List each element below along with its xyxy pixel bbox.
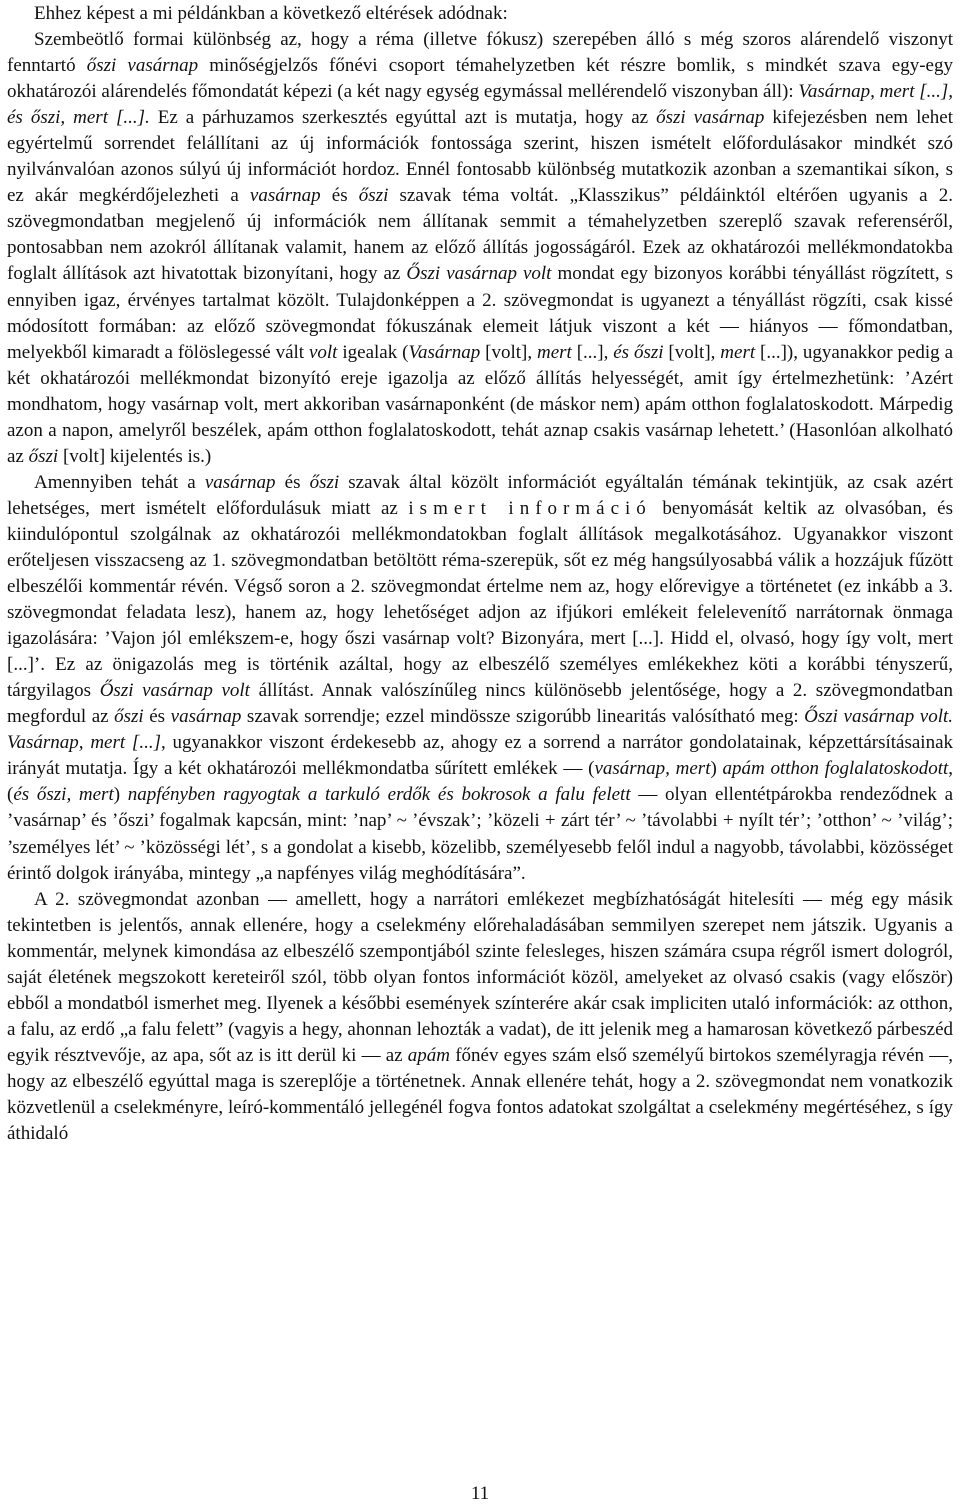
text-run: ) [710,758,723,780]
text-run: Ehhez képest a mi példánkban a következő eltérések adódnak: [34,3,508,24]
text-run: igealak ( [337,341,409,363]
text-run: és [275,471,310,493]
italic-text-run: Vasárnap, mert [...], és őszi, mert [...]. [7,81,954,129]
text-run: , ugyanakkor viszont érdekesebb az, ahogy ez a sorrend a narrátor gondolatainak, képzettársításainak irányát mutatja. Így a két okhatározói mellékmondatba sűrített emlékek — ( [7,732,953,780]
text-run: szavak sorrendje; ezzel mindössze szigorúbb linearitás valósítható meg: [241,706,805,728]
italic-text-run: őszi [114,706,144,728]
italic-text-run: őszi [28,445,59,467]
italic-text-run: őszi vasárnap [86,55,199,77]
text-run: Szembeötlő formai különbség az, hogy a réma (illetve fókusz) szerepében álló s még szoros alárendelő viszonyt fenntartó [7,29,953,77]
text-run: A 2. szövegmondat azonban — amellett, hogy a narrátori emlékezet megbízhatóságát hitelesíti — még egy másik tekintetben is jelentős, annak ellenére, hogy a cselekmény előrehaladásában semmilyen szerepet nem játszik. Ugyanis a kommentár, melynek kimondása az elbeszélő szempontjából szinte felesleges, hiszen számára csupa régről ismert dologról, saját életének megszokott kereteiről szól, több olyan fontos információt közöl, amelyeket az olvasó csakis (vagy először) ebből a mondatból ismerhet meg. Ilyenek a későbbi események színterére akár csak impliciten utaló információk: az otthon, a falu, az erdő „a falu felett” (vagyis a hegy, ahonnan lehozták a vadat), de itt jelenik meg a hamarosan következő párbeszéd egyik résztvevője, az apa, sőt az is itt derül ki — az [7,888,953,1066]
text-run: állítást. Annak valószínűleg nincs különösebb jelentősége, hogy a 2. szövegmondatban megfordul az [7,680,953,728]
italic-text-run: apám otthon foglalatoskodott [722,758,949,780]
italic-text-run: apám [407,1044,451,1066]
text-run: , ( [7,758,954,806]
italic-text-run: őszi vasárnap [656,107,765,129]
italic-text-run: mert [536,341,572,363]
italic-text-run: vasárnap [170,706,242,728]
text-run: — olyan ellentétpárokba rendeződnek a ’vasárnap’ és ’őszi’ fogalmak kapcsán, mint: ’nap’ ~ ’évszak’; ’közeli + zárt tér’ ~ ’távolabbi + nyílt tér’; ’otthon’ ~ ’világ’; ’személyes lét’ ~ ’közösségi lét’, s a gondolat a kisebb, közelibb, személyesebb felől indul a nagyobb, távolabbi, közösséget érintő dolgok irányába, mintegy „a napfényes világ meghódítására”. [7,784,954,884]
italic-text-run: Őszi vasárnap volt. Vasárnap, mert [...] [7,706,954,754]
italic-text-run: őszi [309,471,340,493]
text-run: [...]), ugyanakkor pedig a két okhatározói mellékmondat bizonyító ereje igazolja az előző állítás helyességét, amit így értelmezhetünk: ’Azért mondhatom, hogy vasárnap volt, mert akkoriban vasárnaponként (de máskor nem) apám otthon foglalatoskodott. Márpedig azon a napon, amelyről beszélek, apám otthon foglalatoskodott, tehát aznap csakis vasárnap lehetett.’ (Hasonlóan alkolható az [7,341,954,467]
paragraph-2 [7,470,953,887]
text-run: [...], [571,341,614,363]
text-run: és [320,185,359,207]
italic-text-run: és őszi [613,341,664,363]
text-run: ismert információ [408,497,652,519]
text-run: kifejezésben nem lehet egyértelmű sorrendet felállítani az új információk fontossága szerint, hiszen ismételt előfordulásakor mindkét szó nyilvánvalóan azonos súlyú új információt hordoz. Ennél fontosabb különbség mutatkozik azonban a szemantikai síkon, s ez akár megkérdőjelezheti a [7,107,953,207]
text-run: Ez a párhuzamos szerkesztés egyúttal azt is mutatja, hogy az [149,107,657,129]
italic-text-run: Őszi vasárnap volt [99,680,250,702]
document-page [7,0,953,1147]
text-run: [volt], [480,341,537,363]
text-run: benyomását keltik az olvasóban, és kiindulópontul szolgálnak az okhatározói mellékmondatokban foglalt állítások megalkotásához. Ugyanakkor viszont erőteljesen visszacseng az 1. szövegmondatban betöltött réma-szerepük, sőt ez még hangsúlyosabbá válik a hozzájuk fűzött elbeszélői kommentár révén. Végső soron a 2. szövegmondat értelme nem az, hogy előrevigye a történetet (ez inkább a 3. szövegmondat feladata lesz), hanem az, hogy lehetőséget adjon az ifjúkori emlékeit felelevenítő narrátornak önmaga igazolására: ’Vajon jól emlékszem-e, hogy őszi vasárnap volt? Bizonyára, mert [...]. Hidd el, olvasó, hogy így volt, mert [...]’. Ez az önigazolás meg is történik azáltal, hogy az elbeszélő személyes emlékekhez köti a korábbi tényszerű, tárgyilagos [7,497,953,702]
italic-text-run: Vasárnap [408,341,481,363]
italic-text-run: vasárnap [249,185,321,207]
text-run: és [143,706,171,728]
italic-text-run: és őszi, mert [13,784,114,806]
paragraph-intro [7,1,953,27]
text-run: minőségjelzős főnévi csoport témahelyzetben két részre bomlik, s mindkét szava egy-egy okhatározói alárendelés főmondatát képezi (a két nagy egység egymással mellérendelő viszonyban áll): [7,55,953,103]
text-run: mondat egy bizonyos korábbi tényállást rögzített, s ennyiben igaz, érvényes tartalmat közölt. Tulajdonképpen a 2. szövegmondat is ugyanezt a tényállást rögzíti, csak kissé módosított formában: az előző szövegmondat fókuszának elemeit látjuk viszont a két — hiányos — főmondatban, melyekből kimaradt a fölöslegessé vált [7,263,953,363]
italic-text-run: Őszi vasárnap volt [406,263,552,285]
text-run: [volt], [663,341,721,363]
paragraph-1 [7,27,953,470]
italic-text-run: vasárnap, mert [594,758,711,780]
text-run: szavak téma voltát. „Klasszikus” példáinktól eltérően ugyanis a 2. szövegmondatban megjelenő új információk nem állítanak semmit a témahelyzetben szereplő szavak referenséről, pontosabban nem azokról állítanak valamit, hanem az előző állítás jogosságáról. Ezek az okhatározói mellékmondatokba foglalt állítások azt hivatottak bizonyítani, hogy az [7,185,954,285]
italic-text-run: vasárnap [204,471,276,493]
page-number: 11 [470,1483,490,1504]
italic-text-run: őszi [358,185,389,207]
text-run: Amennyiben tehát a [34,471,205,493]
italic-text-run: mert [720,341,756,363]
text-run: ) [113,784,128,806]
italic-text-run: napfényben ragyogtak a tarkuló erdők és bokrosok a falu felett [127,784,631,806]
text-run: szavak által közölt információt egyáltalán témának tekintjük, az csak azért lehetséges, mert ismételt előfordulásuk miatt az [7,471,954,519]
italic-text-run: volt [308,341,338,363]
text-run: [volt] kijelentés is.) [58,445,212,467]
text-run: főnév egyes szám első személyű birtokos személyragja révén —, hogy az elbeszélő egyúttal maga is szereplője a történetnek. Annak ellenére tehát, hogy a 2. szövegmondat nem vonatkozik közvetlenül a cselekményre, leíró-kommentáló jellegénél fogva fontos adatokat szolgáltat a cselekmény megértéséhez, s így áthidaló [7,1044,953,1145]
paragraph-3 [7,887,953,1147]
